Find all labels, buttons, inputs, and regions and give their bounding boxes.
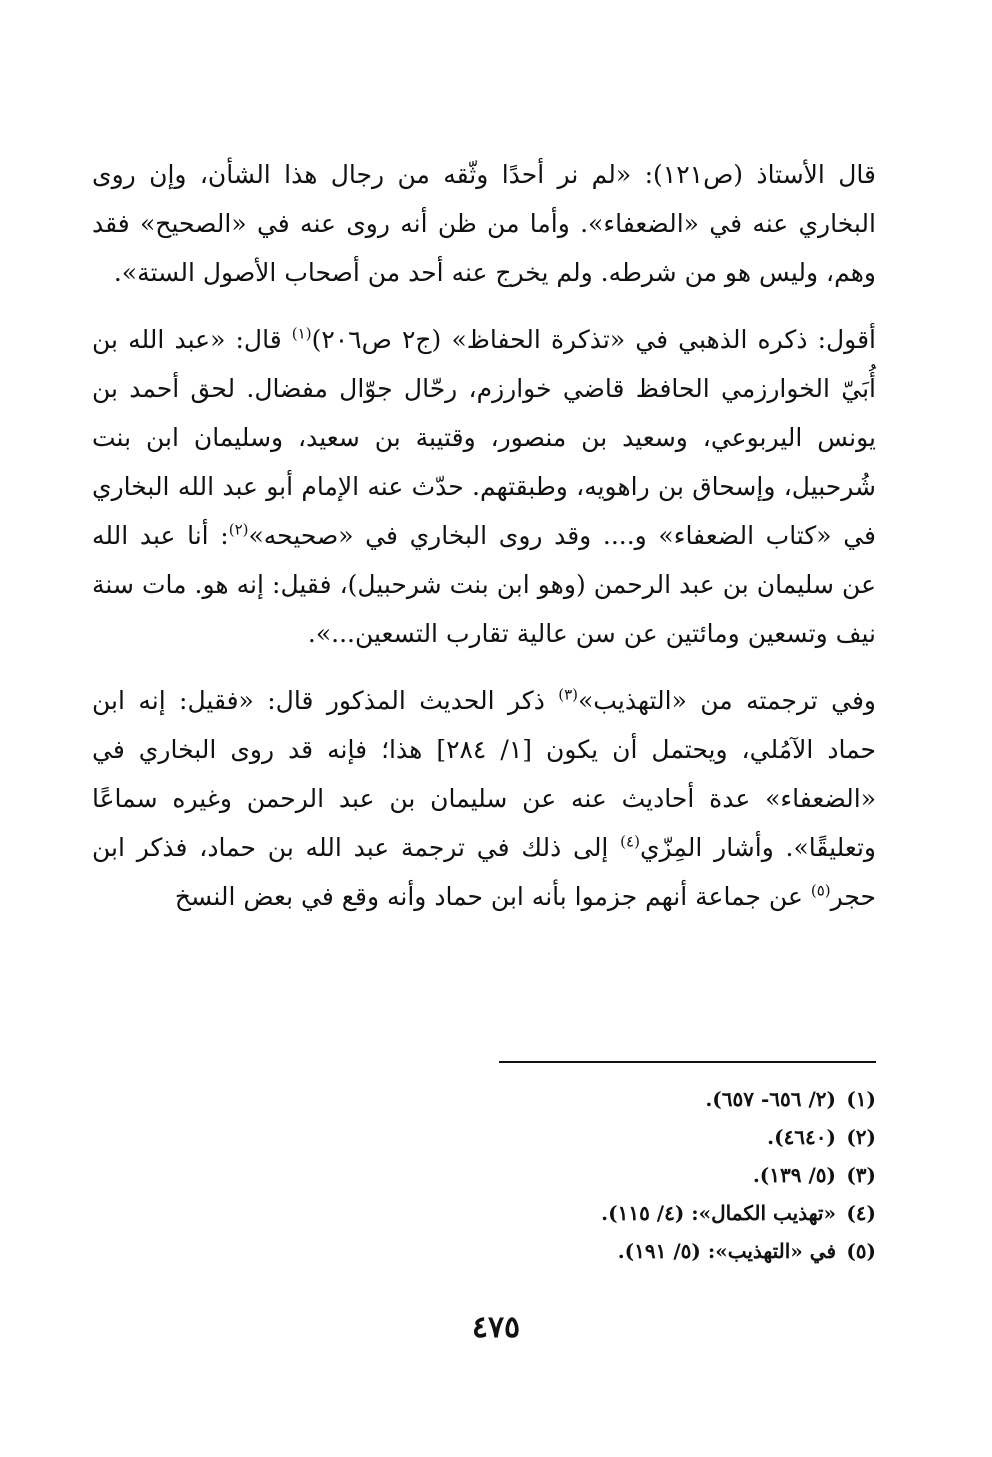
footnote-ref-3[interactable]: (٣) [558,685,579,704]
paragraph-3 [92,676,876,921]
footnote-5 [92,1232,876,1270]
paragraph-2-quote: قال: «عبد الله بن أُبَيّ الخوارزمي الحافظ قاضي خوارزم، رحّال جوّال مفضال. لحق أحمد بن يونس اليربوعي، وسعيد بن منصور، وقتيبة بن سعيد، وسليمان ابن بنت شُرحبيل، وإسحاق بن راهويه، وطبقتهم. حدّث عنه الإمام أبو عبد الله البخاري في «كتاب الضعفاء» و.... وقد روى البخاري في «صحيحه» [92,325,876,550]
footnote-number: (٢) [846,1125,876,1149]
page-number: ٤٧٥ [471,1310,521,1345]
footnote-3 [92,1156,876,1194]
footnotes-list [92,1080,876,1270]
footnote-number: (٤) [846,1201,876,1225]
footnote-2 [92,1118,876,1156]
paragraph-2 [92,315,876,658]
footnote-text: في «التهذيب»: (٥/ ١٩١). [617,1239,836,1263]
paragraph-3-part-3: إلى ذلك في ترجمة عبد الله بن حماد، فذكر ابن حجر [92,833,876,911]
footnote-4 [92,1194,876,1232]
footnote-text: (٤٦٤٠). [767,1125,836,1149]
footnote-ref-2[interactable]: (٢) [228,520,249,539]
footnote-text: «تهذيب الكمال»: (٤/ ١١٥). [601,1201,836,1225]
footnote-number: (١) [846,1087,876,1111]
footnote-number: (٥) [846,1239,876,1263]
main-text [92,150,876,921]
paragraph-3-part-4: عن جماعة أنهم جزموا بأنه ابن حماد وأنه وقع في بعض النسخ [174,882,811,911]
footnote-1 [92,1080,876,1118]
footnote-text: (٢/ ٦٥٦- ٦٥٧). [705,1087,836,1111]
footnote-divider [499,1061,876,1063]
paragraph-2-opening: أقول: ذكره الذهبي في «تذكرة الحفاظ» (ج٢ ص٢٠٦) [311,325,876,354]
footnote-ref-5[interactable]: (٥) [810,881,831,900]
footnote-text: (٥/ ١٣٩). [752,1163,836,1187]
paragraph-3-part-1: وفي ترجمته من «التهذيب» [578,686,876,715]
paragraph-3-part-2: ذكر الحديث المذكور قال: «فقيل: إنه ابن حماد الآمُلي، ويحتمل أن يكون [١/ ٢٨٤] هذا؛ فإنه قد روى البخاري في «الضعفاء» عدة أحاديث عنه عن سليمان بن عبد الرحمن وغيره سماعًا وتعليقًا». وأشار المِزّي [92,686,876,862]
footnote-number: (٣) [846,1163,876,1187]
footnote-ref-1[interactable]: (١) [291,324,312,343]
paragraph-1: قال الأستاذ (ص١٢١): «لم نر أحدًا وثّقه من رجال هذا الشأن، وإن روى البخاري عنه في «الضعفاء». وأما من ظن أنه روى عنه في «الصحيح» فقد وهم، وليس هو من شرطه. ولم يخرج عنه أحد من أصحاب الأصول الستة». [92,160,876,287]
paragraph-2-closing: : أنا عبد الله عن سليمان بن عبد الرحمن (وهو ابن بنت شرحبيل)، فقيل: إنه هو. مات سنة نيف وتسعين ومائتين عن سن عالية تقارب التسعين...». [92,521,876,648]
footnote-ref-4[interactable]: (٤) [620,832,640,851]
